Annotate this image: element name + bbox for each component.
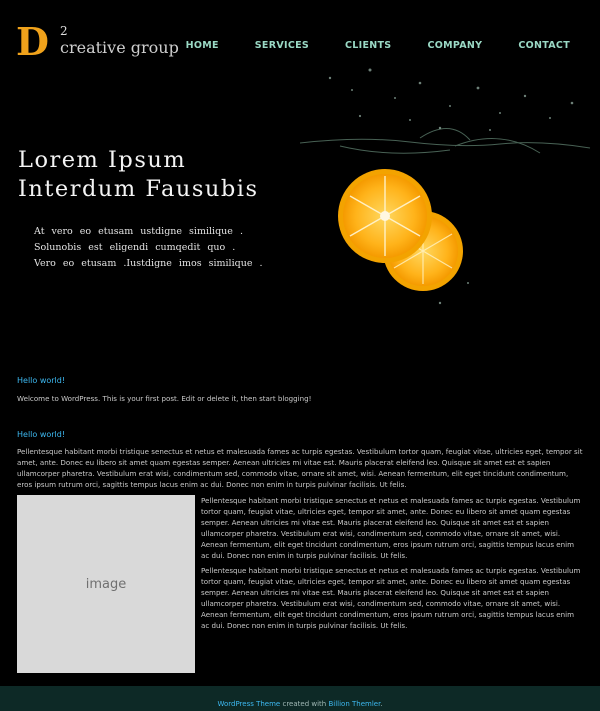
post-2-title[interactable]: Hello world! (17, 430, 66, 439)
hero-subtitle (34, 224, 262, 272)
hero-title-line-1: Lorem Ipsum (18, 147, 187, 173)
post-2-intro: Pellentesque habitant morbi tristique senectus et netus et malesuada fames ac turpis egestas. Vestibulum tortor quam, feugiat vitae, ultricies eget, tempor sit amet, ante. Donec eu libero sit amet quam egestas semper. Aenean ultricies mi vitae est. Mauris placerat eleifend leo. Quisque sit amet est et sapien ullamcorper pharetra. Vestibulum erat wisi, condimentum sed, commodo vitae, ornare sit amet, wisi. Aenean fermentum, elit eget tincidunt condimentum, eros ipsum rutrum orci, sagittis tempus lacus enim ac dui. Donec non enim in turpis pulvinar facilisis. Ut felis. (17, 447, 583, 489)
footer-credit (0, 700, 600, 708)
post-2-paragraph-1: Pellentesque habitant morbi tristique senectus et netus et malesuada fames ac turpis egestas. Vestibulum tortor quam, feugiat vitae, ultricies eget, tempor sit amet, ante. Donec eu libero sit amet quam egestas semper. Aenean ultricies mi vitae est. Mauris placerat eleifend leo. Quisque sit amet est et sapien ullamcorper pharetra. Vestibulum erat wisi, condimentum sed, commodo vitae, ornare sit amet, wisi. Aenean fermentum, elit eget tincidunt condimentum, eros ipsum rutrum orci, sagittis tempus lacus enim ac dui. Donec non enim in turpis pulvinar facilisis. Ut felis. (201, 496, 581, 560)
post-2-paragraph-2: Pellentesque habitant morbi tristique senectus et netus et malesuada fames ac turpis egestas. Vestibulum tortor quam, feugiat vitae, ultricies eget, tempor sit amet, ante. Donec eu libero sit amet quam egestas semper. Aenean ultricies mi vitae est. Mauris placerat eleifend leo. Quisque sit amet est et sapien ullamcorper pharetra. Vestibulum erat wisi, condimentum sed, commodo vitae, ornare sit amet, wisi. Aenean fermentum, elit eget tincidunt condimentum, eros ipsum rutrum orci, sagittis tempus lacus enim ac dui. Donec non enim in turpis pulvinar facilisis. Ut felis. (201, 566, 581, 630)
main-nav (150, 40, 570, 51)
logo-superscript: 2 (60, 24, 68, 38)
post-1-title[interactable]: Hello world! (17, 376, 66, 385)
post-1-text: Welcome to WordPress. This is your first post. Edit or delete it, then start blogging! (17, 394, 312, 403)
hero-title (18, 146, 259, 204)
image-placeholder-label: image (85, 576, 127, 592)
hero-subtitle-line-3: Vero eo etusam .Iustdigne imos similique . (34, 258, 263, 269)
hero-subtitle-line-1: At vero eo etusam ustdigne similique . (34, 226, 243, 237)
logo-letter: D (16, 19, 48, 64)
footer-themler-link[interactable]: Billion Themler (328, 700, 381, 708)
post-image-placeholder (17, 495, 195, 673)
footer-created-with: created with (280, 700, 329, 708)
footer-period: . (380, 700, 383, 708)
hero-orange-splash-image (300, 58, 600, 338)
hero-title-line-2: Interdum Fausubis (18, 176, 259, 202)
logo-text: creative group (60, 38, 179, 57)
footer (0, 686, 600, 711)
footer-wordpress-link[interactable]: WordPress Theme (217, 700, 281, 708)
hero-subtitle-line-2: Solunobis est eligendi cumqedit quo . (34, 242, 236, 253)
nav-company[interactable]: COMPANY (427, 40, 483, 51)
nav-clients[interactable]: CLIENTS (345, 40, 392, 51)
nav-home[interactable]: HOME (185, 40, 219, 51)
nav-services[interactable]: SERVICES (254, 40, 310, 51)
nav-contact[interactable]: CONTACT (518, 40, 570, 51)
